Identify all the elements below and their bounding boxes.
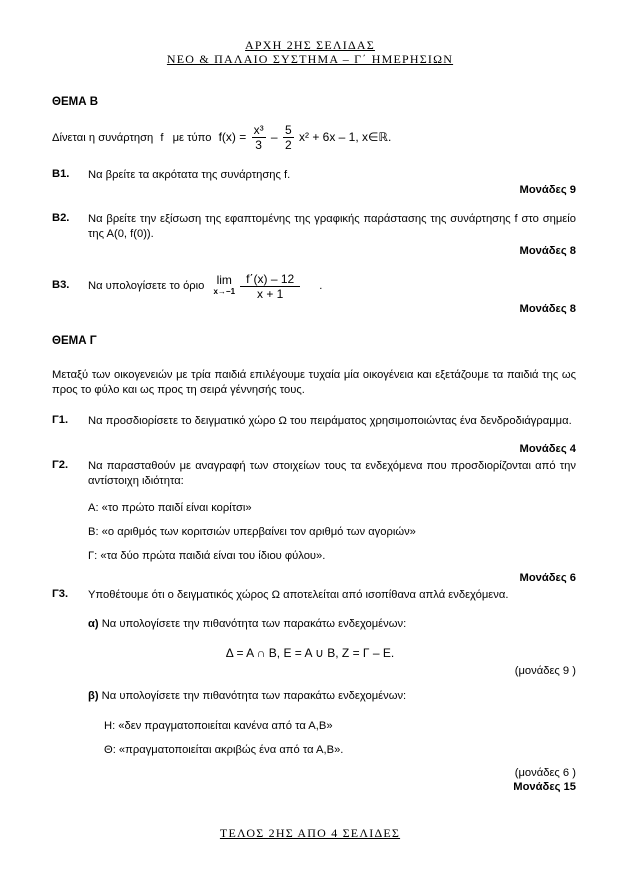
fraction-denominator: 3 — [255, 138, 262, 153]
theme-g-intro: Μεταξύ των οικογενειών με τρία παιδιά επιλέγουμε τυχαία μία οικογένεια και εξετάζουμε τα παιδιά της ως προς το φύλο και ως προς τη σειρά γέννησής τους. — [52, 369, 576, 396]
fraction-denominator: 2 — [284, 138, 292, 153]
page-footer: ΤΕΛΟΣ 2ΗΣ ΑΠΟ 4 ΣΕΛΙΔΕΣ — [219, 826, 401, 840]
fraction-x3-over-3 — [252, 123, 266, 152]
g3a-text: Να υπολογίσετε την πιθανότητα των παρακάτω ενδεχομένων: — [101, 618, 407, 630]
limit-fraction — [240, 272, 300, 301]
fraction-numerator: 5 — [284, 123, 292, 138]
formula-rest: x² + 6x – 1, x∈ℝ. — [298, 130, 392, 144]
g3a-marks: (μονάδες 9 ) — [514, 665, 576, 677]
b1-label: Β1. — [52, 168, 70, 180]
intro-prefix: Δίνεται η συνάρτηση — [52, 132, 154, 144]
b3-marks: Μονάδες 8 — [519, 303, 576, 315]
theme-g-title: ΘΕΜΑ Γ — [52, 335, 97, 347]
b2-marks: Μονάδες 8 — [519, 245, 576, 257]
page-header-line1: ΑΡΧΗ 2ΗΣ ΣΕΛΙΔΑΣ — [245, 38, 375, 52]
limit-subscript: x→−1 — [213, 287, 236, 297]
b3-end: . — [319, 280, 323, 292]
g2-text: Να παρασταθούν με αναγραφή των στοιχείων τους τα ενδεχόμενα που προσδιορίζονται από την αντίστοιχη ιδιότητα: — [88, 460, 576, 487]
g3-marks: Μονάδες 15 — [513, 781, 576, 793]
fraction-denominator: x + 1 — [256, 286, 284, 301]
theme-b-intro — [52, 118, 576, 156]
g3b-line — [88, 690, 406, 702]
g2-label: Γ2. — [52, 459, 69, 471]
g3a-formula: Δ = Α ∩ Β, Ε = Α ∪ Β, Ζ = Γ – Ε. — [225, 646, 395, 660]
formula — [218, 123, 392, 153]
intro-function-name: f — [160, 132, 164, 144]
b1-text: Να βρείτε τα ακρότατα της συνάρτησης f. — [88, 169, 291, 181]
g3b-marks: (μονάδες 6 ) — [514, 767, 576, 779]
g3-label: Γ3. — [52, 588, 69, 600]
formula-lhs: f(x) = — [218, 130, 247, 144]
g1-marks: Μονάδες 4 — [519, 443, 576, 455]
g1-text: Να προσδιορίσετε το δειγματικό χώρο Ω του πειράματος χρησιμοποιώντας ένα δενδροδιάγραμμα. — [88, 415, 572, 427]
b1-marks: Μονάδες 9 — [519, 184, 576, 196]
g3a-line — [88, 618, 406, 630]
b2-label: Β2. — [52, 212, 70, 224]
formula-minus: – — [270, 130, 278, 144]
limit-word: lim — [216, 273, 232, 288]
theme-b-title: ΘΕΜΑ Β — [52, 96, 98, 108]
g2-event-b: Β: «ο αριθμός των κοριτσιών υπερβαίνει τον αριθμό των αγοριών» — [88, 526, 416, 538]
b3-prompt: Να υπολογίσετε το όριο — [88, 280, 205, 292]
fraction-numerator: f΄(x) – 12 — [240, 272, 300, 287]
fraction-numerator: x³ — [253, 123, 264, 138]
g3b-text: Να υπολογίσετε την πιθανότητα των παρακάτω ενδεχομένων: — [101, 690, 407, 702]
intro-mid: με τύπο — [172, 132, 212, 144]
g3b-label: β) — [88, 690, 99, 702]
g3a-label: α) — [88, 618, 99, 630]
g1-label: Γ1. — [52, 414, 69, 426]
limit-operator — [213, 274, 235, 298]
g3b-event-th: Θ: «πραγματοποιείται ακριβώς ένα από τα Α,Β». — [104, 744, 344, 756]
g2-marks: Μονάδες 6 — [519, 572, 576, 584]
b3-label: Β3. — [52, 279, 70, 291]
g3-text: Υποθέτουμε ότι ο δειγματικός χώρος Ω αποτελείται από ισοπίθανα απλά ενδεχόμενα. — [88, 589, 509, 601]
g2-event-a: Α: «το πρώτο παιδί είναι κορίτσι» — [88, 502, 252, 514]
g2-event-c: Γ: «τα δύο πρώτα παιδιά είναι του ίδιου φύλου». — [88, 550, 326, 562]
g3b-event-h: Η: «δεν πραγματοποιείται κανένα από τα Α,Β» — [104, 720, 333, 732]
page-header-line2: ΝΕΟ & ΠΑΛΑΙΟ ΣΥΣΤΗΜΑ – Γ΄ ΗΜΕΡΗΣΙΩΝ — [166, 52, 454, 66]
fraction-5-over-2 — [283, 123, 294, 152]
b3-text — [88, 266, 322, 306]
b2-text: Να βρείτε την εξίσωση της εφαπτομένης της γραφικής παράστασης της συνάρτησης f στο σημείο της Α(0, f(0)). — [88, 213, 576, 240]
